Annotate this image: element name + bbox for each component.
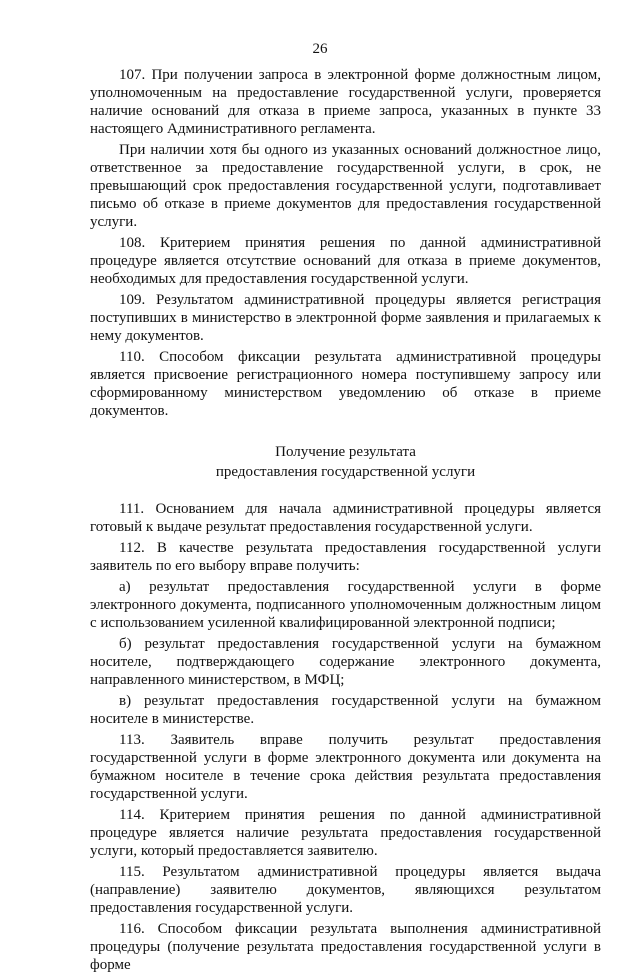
paragraph-112: 112. В качестве результата предоставления государственной услуги заявитель по его выбору вправе получить: (90, 540, 601, 574)
paragraph-116: 116. Способом фиксации результата выполнения административной процедуры (получение результата предоставления государственной услуги в форме (90, 921, 601, 973)
paragraph-112-c: в) результат предоставления государственной услуги на бумажном носителе в министерстве. (90, 693, 601, 727)
paragraph-114: 114. Критерием принятия решения по данной административной процедуре является наличие результата предоставления государственной услуги, который предоставляется заявителю. (90, 807, 601, 859)
section-heading-line-2: предоставления государственной услуги (215, 464, 476, 480)
paragraph-109: 109. Результатом административной процедуры является регистрация поступивших в министерство в электронной форме заявления и прилагаемых к нему документов. (90, 292, 601, 344)
paragraph-112-a: а) результат предоставления государственной услуги в форме электронного документа, подписанного уполномоченным должностным лицом с использованием усиленной квалифицированной электронной подписи; (90, 579, 601, 631)
paragraph-112-b: б) результат предоставления государственной услуги на бумажном носителе, подтверждающего содержание электронного документа, направленного министерством, в МФЦ; (90, 636, 601, 688)
section-heading-line-1: Получение результата (275, 444, 416, 460)
page-number: 26 (312, 41, 328, 57)
paragraph-110: 110. Способом фиксации результата административной процедуры является присвоение регистрационного номера поступившему запросу или сформированному министерством уведомлению об отказе в приеме документов. (90, 349, 601, 419)
document-body (90, 66, 601, 976)
paragraph-115: 115. Результатом административной процедуры является выдача (направление) заявителю документов, являющихся результатом предоставления государственной услуги. (90, 864, 601, 916)
paragraph-108: 108. Критерием принятия решения по данной административной процедуре является отсутствие оснований для отказа в приеме документов, необходимых для предоставления государственной услуги. (90, 235, 601, 287)
paragraph-111: 111. Основанием для начала административной процедуры является готовый к выдаче результат предоставления государственной услуги. (90, 501, 601, 535)
paragraph-107: 107. При получении запроса в электронной форме должностным лицом, уполномоченным на предоставление государственной услуги, проверяется наличие оснований для отказа в приеме запроса, указанных в пункте 33 настоящего Административного регламента. (90, 67, 601, 137)
section-heading (90, 442, 601, 482)
paragraph-113: 113. Заявитель вправе получить результат предоставления государственной услуги в форме электронного документа или документа на бумажном носителе в течение срока действия результата предоставления государственной услуги. (90, 732, 601, 802)
paragraph-107-refusal: При наличии хотя бы одного из указанных оснований должностное лицо, ответственное за предоставление государственной услуги, в срок, не превышающий срок предоставления государственной услуги, подготавливает письмо об отказе в приеме документов для предоставления государственной услуги. (90, 142, 601, 230)
